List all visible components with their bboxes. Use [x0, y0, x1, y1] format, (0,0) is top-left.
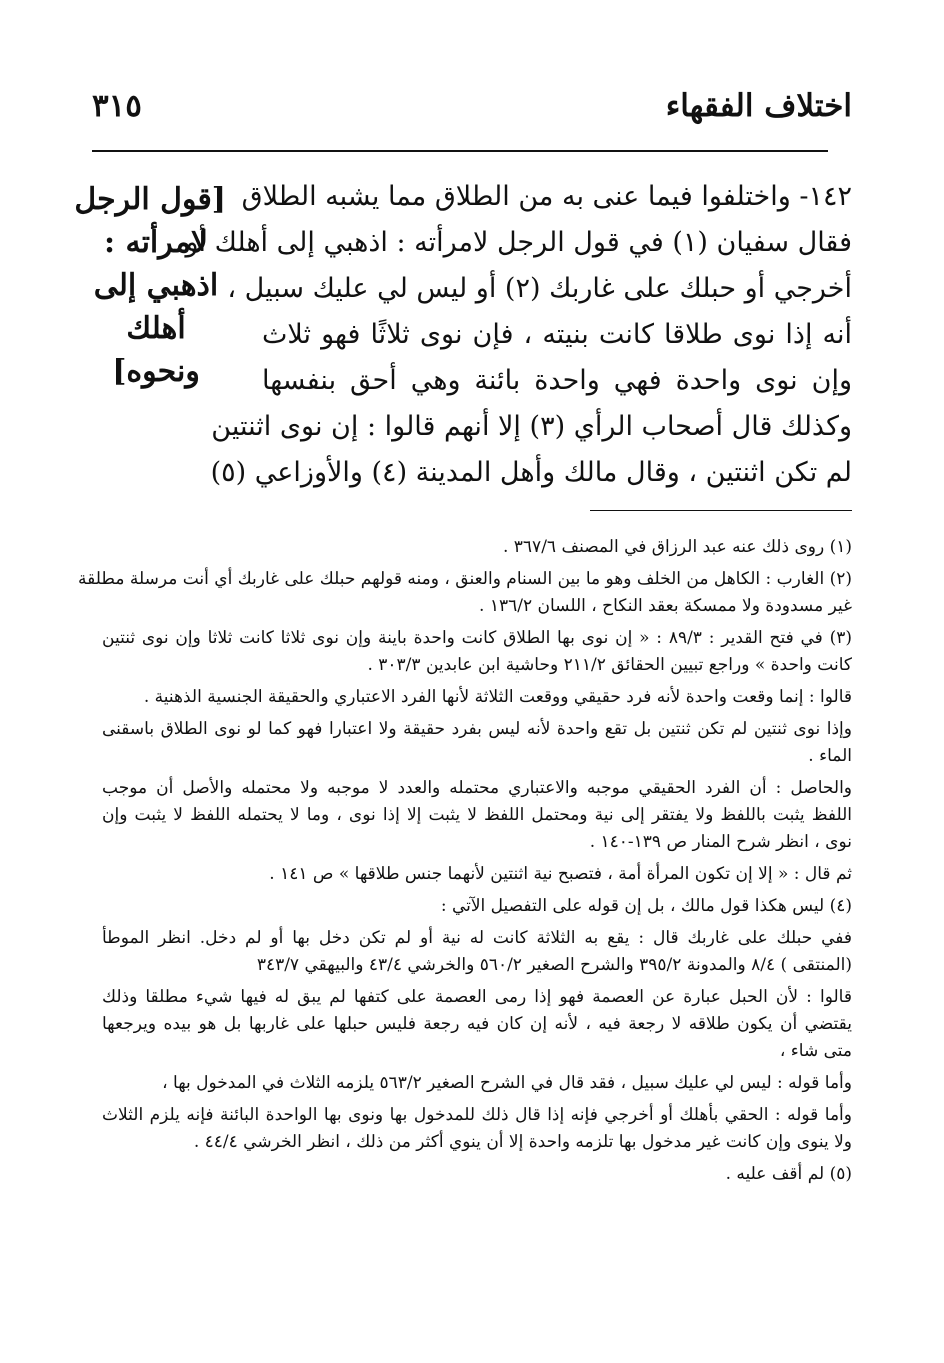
marginal-heading-line: [قول الرجل — [74, 182, 226, 217]
marginal-heading-line: أهلك — [126, 311, 186, 346]
marginal-heading-line: اذهبي إلى — [93, 268, 219, 303]
footnote-line: نوى ، انظر شرح المنار ص ١٣٩-١٤٠ . — [589, 832, 852, 852]
footnote-paragraph — [102, 684, 852, 711]
footnote-line: غير مسدودة ولا ممسكة بعقد النكاح ، اللسان ١٣٦/٢ . — [479, 596, 852, 616]
footnote-line: متى شاء ، — [779, 1041, 852, 1061]
footnote-line: (٤) ليس هكذا قول مالك ، بل إن قوله على التفصيل الآتي : — [440, 896, 852, 916]
footnote-separator — [590, 510, 852, 511]
marginal-heading-line: لامرأته : — [103, 225, 209, 260]
main-text-line: ١٤٢- واختلفوا فيما عنى به من الطلاق مما يشبه الطلاق — [241, 181, 852, 212]
footnote-line: ولا ينوى وإن كانت غير مدخول بها تلزمه واحدة إلا أن ينوي أكثر من ذلك ، انظر الخرشي ٤٤/٤ . — [193, 1132, 852, 1152]
page-number: ٣١٥ — [92, 88, 142, 124]
footnote-line: (٣) في فتح القدير : ٨٩/٣ : « إن نوى بها الطلاق كانت واحدة باينة وإن نوى ثلاثا كانت ثلاثا وإن نوى ثنتين — [102, 628, 852, 648]
header-rule — [92, 150, 828, 152]
footnote-line: (٢) الغارب : الكاهل من الخلف وهو ما بين السنام والعنق ، ومنه قولهم حبلك على غاربك أي أنت مرسلة مطلقة — [78, 569, 852, 589]
main-text-line: وإن نوى واحدة فهي واحدة بائنة وهي أحق بنفسها — [262, 365, 852, 396]
footnote-line: والحاصل : أن الفرد الحقيقي موجبه والاعتباري محتمله والعدد لا موجبه ولا محتمله والأصل أن موجب — [102, 778, 852, 798]
main-text — [185, 174, 852, 496]
footnote-line: كانت واحدة » وراجع تبيين الحقائق ٢١١/٢ وحاشية ابن عابدين ٣٠٣/٣ . — [367, 655, 852, 675]
footnotes — [78, 534, 852, 1193]
footnote-paragraph — [102, 984, 852, 1065]
footnote-paragraph — [102, 893, 852, 920]
marginal-heading — [74, 178, 226, 393]
footnote-paragraph — [102, 861, 852, 888]
footnote-paragraph — [102, 1102, 852, 1156]
main-text-line: فقال سفيان (١) في قول الرجل لامرأته : اذهبي إلى أهلك أو — [185, 227, 852, 258]
marginal-heading-line: ونحوه] — [112, 354, 200, 389]
footnote-line: (١) روى ذلك عنه عبد الرزاق في المصنف ٣٦٧/٦ . — [502, 537, 852, 557]
footnote-line: اللفظ يثبت باللفظ ولا يفتقر إلى نية ومحتمل اللفظ لا يثبت إلا إذا نوى ، وما لا يحتمله اللفظ لا يثبت وإن — [102, 805, 852, 825]
main-text-line: وكذلك قال أصحاب الرأي (٣) إلا أنهم قالوا : إن نوى اثنتين — [211, 411, 852, 442]
footnote-line: وأما قوله : ليس لي عليك سبيل ، فقد قال في الشرح الصغير ٥٦٣/٢ يلزمه الثلاث في المدخول بها ، — [162, 1073, 852, 1093]
main-text-line: أنه إذا نوى طلاقا كانت بنيته ، فإن نوى ثلاثًا فهو ثلاث — [262, 319, 852, 350]
running-title: اختلاف الفقهاء — [665, 88, 852, 124]
footnote-line: الماء . — [808, 746, 852, 766]
footnote-paragraph — [102, 534, 852, 561]
footnote-paragraph — [102, 1161, 852, 1188]
footnote-paragraph — [102, 716, 852, 770]
footnote-line: (المنتقى ) ٨/٤ والمدونة ٣٩٥/٢ والشرح الصغير ٥٦٠/٢ والخرشي ٤٣/٤ والبيهقي ٣٤٣/٧ — [256, 955, 852, 975]
footnote-line: قالوا : لأن الحبل عبارة عن العصمة فهو إذا رمى العصمة على كتفها لم يبق له فيها شيء مطلقا وذلك — [102, 987, 852, 1007]
footnote-paragraph — [102, 625, 852, 679]
footnote-line: يقتضي أن يكون طلاقه لا رجعة فيه ، لأنه إن كان فيه رجعة فليس حبلها على غاربها بل هو بيده ويرجعها — [102, 1014, 852, 1034]
footnote-line: (٥) لم أقف عليه . — [725, 1164, 852, 1184]
footnote-gap — [102, 1188, 852, 1193]
footnote-line: قالوا : إنما وقعت واحدة لأنه فرد حقيقي ووقعت الثلاثة لأنها الفرد الاعتباري والحقيقة الجنسية الذهنية . — [143, 687, 852, 707]
footnote-paragraph — [102, 1070, 852, 1097]
footnote-paragraph — [102, 775, 852, 856]
footnote-line: وأما قوله : الحقي بأهلك أو أخرجي فإنه إذا قال ذلك للمدخول بها ونوى بها الواحدة البائنة فإنه يلزم الثلاث — [102, 1105, 852, 1125]
footnote-paragraph — [102, 925, 852, 979]
footnote-line: ففي حبلك على غاربك قال : يقع به الثلاثة كانت له نية أو لم تكن دخل بها أو لم دخل. انظر الموطأ — [102, 928, 852, 948]
footnote-line: ثم قال : « إلا إن تكون المرأة أمة ، فتصبح نية اثنتين لأنهما جنس طلاقها » ص ١٤١ . — [269, 864, 852, 884]
running-head — [92, 88, 852, 136]
footnote-paragraph — [78, 566, 852, 620]
footnote-line: وإذا نوى ثنتين لم تكن ثنتين بل تقع واحدة لأنه ليس بفرد حقيقة ولا اعتبارا فهو كما لو نوى الطلاق باسقنى — [102, 719, 852, 739]
main-text-line: لم تكن اثنتين ، وقال مالك وأهل المدينة (٤) والأوزاعي (٥) — [210, 457, 852, 488]
main-text-line: أخرجي أو حبلك على غاربك (٢) أو ليس لي عليك سبيل ، — [227, 273, 852, 304]
